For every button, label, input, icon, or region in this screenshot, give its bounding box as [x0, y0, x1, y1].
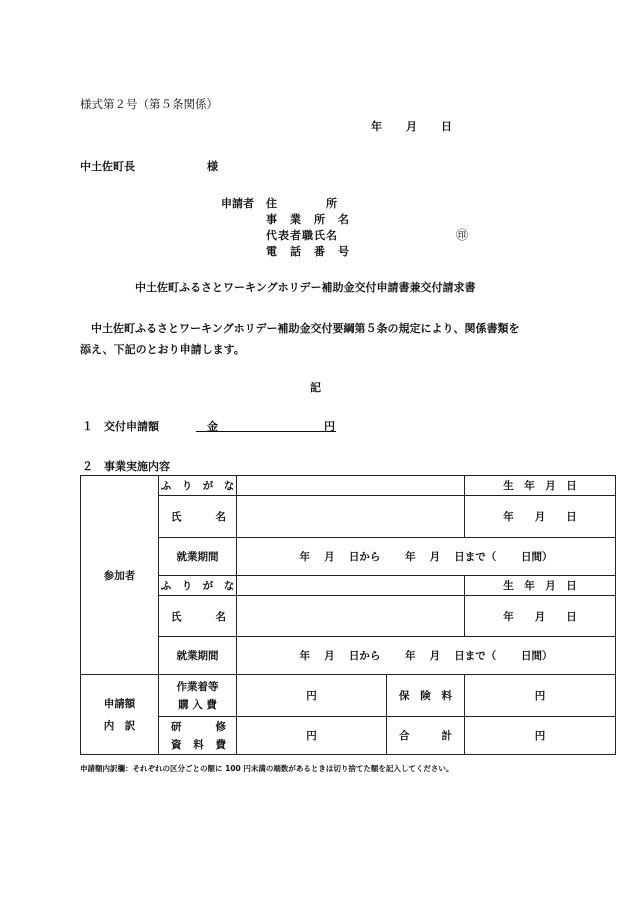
insurance-amount[interactable] [465, 675, 616, 717]
birth-ymd: 年 月 日 [503, 511, 577, 523]
ki-heading: 記 [310, 381, 321, 394]
item2-label: ２ 事業実施内容 [82, 460, 170, 473]
date-year: 年 [371, 120, 382, 133]
footnote: 申請額内訳欄：それぞれの区分ごとの額に 100 円未満の端数があるときは切り捨てた額を記入してください。 [80, 764, 454, 773]
workwear-amount[interactable] [237, 675, 387, 717]
body-line-1: 中土佐町ふるさとワーキングホリデー補助金交付要綱第５条の規定により、関係書類を [91, 322, 520, 335]
birth-header: 生 年 月 日 [503, 480, 577, 492]
total-label-cell [387, 717, 465, 755]
breakdown-label-cell [81, 675, 159, 755]
participant-label: 参加者 [103, 569, 136, 582]
training-char-5: 費 [215, 738, 226, 751]
yen-unit: 円 [534, 690, 546, 702]
period-input-2[interactable] [237, 637, 616, 675]
insurance-char-2: 険 [420, 690, 431, 702]
participant-label-cell [81, 476, 159, 675]
training-amount[interactable] [237, 717, 387, 755]
training-char-4: 料 [193, 738, 204, 751]
name-label-second: 名 [215, 511, 226, 523]
birth-header-cell-2 [465, 576, 616, 596]
name-input-1[interactable] [237, 496, 465, 538]
amount-underline [196, 431, 336, 432]
insurance-char-1: 保 [399, 690, 410, 702]
period-label: 就業期間 [176, 650, 219, 662]
yen-unit: 円 [306, 690, 317, 702]
name-label-cell-2 [159, 596, 237, 637]
workwear-label-cell [159, 675, 237, 717]
period-label: 就業期間 [176, 551, 219, 563]
name-label-first: 氏 [171, 610, 182, 623]
training-char-2: 修 [215, 720, 226, 733]
date-day: 日 [441, 120, 452, 133]
yen-unit: 円 [306, 730, 317, 742]
addressee-mayor: 中土佐町長 [80, 160, 135, 173]
yen-unit: 円 [534, 730, 546, 742]
body-line-2: 添え、下記のとおり申請します。 [80, 343, 245, 356]
date-month: 月 [406, 120, 417, 133]
furigana-label: ふ り が な [160, 480, 235, 492]
workwear-label-2: 購 入 費 [178, 698, 217, 711]
applicant-address-label: 住 所 [266, 197, 338, 210]
applicant-business-label: 事 業 所 名 [266, 213, 350, 226]
item1-kin: 金 [207, 420, 218, 433]
name-label-cell-1 [159, 496, 237, 538]
name-label-second: 名 [215, 610, 226, 623]
document-title: 中土佐町ふるさとワーキングホリデー補助金交付申請書兼交付請求書 [135, 281, 476, 294]
item1-yen: 円 [324, 420, 335, 433]
birth-header-cell-1 [465, 476, 616, 496]
workwear-label-1: 作業着等 [176, 680, 219, 693]
insurance-label-cell [387, 675, 465, 717]
name-label-first: 氏 [171, 511, 182, 523]
furigana-input-2[interactable] [237, 576, 465, 596]
birth-input-1[interactable] [465, 496, 616, 538]
furigana-label: ふ り が な [160, 580, 235, 592]
training-char-3: 資 [171, 738, 182, 751]
period-input-1[interactable] [237, 538, 616, 576]
birth-ymd: 年 月 日 [503, 610, 577, 623]
furigana-label-cell-1 [159, 476, 237, 496]
birth-header: 生 年 月 日 [503, 580, 577, 592]
period-text: 年 月 日から 年 月 日まで（ 日間） [299, 650, 553, 662]
addressee-honorific: 様 [207, 160, 218, 173]
insurance-char-3: 料 [441, 690, 452, 702]
training-label-cell [159, 717, 237, 755]
birth-input-2[interactable] [465, 596, 616, 637]
furigana-input-1[interactable] [237, 476, 465, 496]
applicant-rep-label: 代表者職氏名 [266, 229, 338, 242]
total-amount[interactable] [465, 717, 616, 755]
breakdown-label-1: 申請額 [103, 697, 136, 710]
form-number: 様式第２号（第５条関係） [80, 97, 218, 111]
breakdown-label-2: 内 訳 [103, 719, 136, 732]
period-label-cell-2 [159, 637, 237, 675]
training-char-1: 研 [171, 720, 182, 733]
name-input-2[interactable] [237, 596, 465, 637]
total-char-2: 計 [441, 730, 452, 742]
applicant-label: 申請者 [221, 197, 254, 210]
period-label-cell-1 [159, 538, 237, 576]
total-char-1: 合 [399, 730, 410, 742]
item1-label: １ 交付申請額 [82, 420, 159, 433]
applicant-phone-label: 電 話 番 号 [266, 245, 350, 258]
furigana-label-cell-2 [159, 576, 237, 596]
detail-table [80, 475, 616, 755]
seal-mark: ㊞ [456, 228, 469, 242]
period-text: 年 月 日から 年 月 日まで（ 日間） [299, 551, 553, 563]
